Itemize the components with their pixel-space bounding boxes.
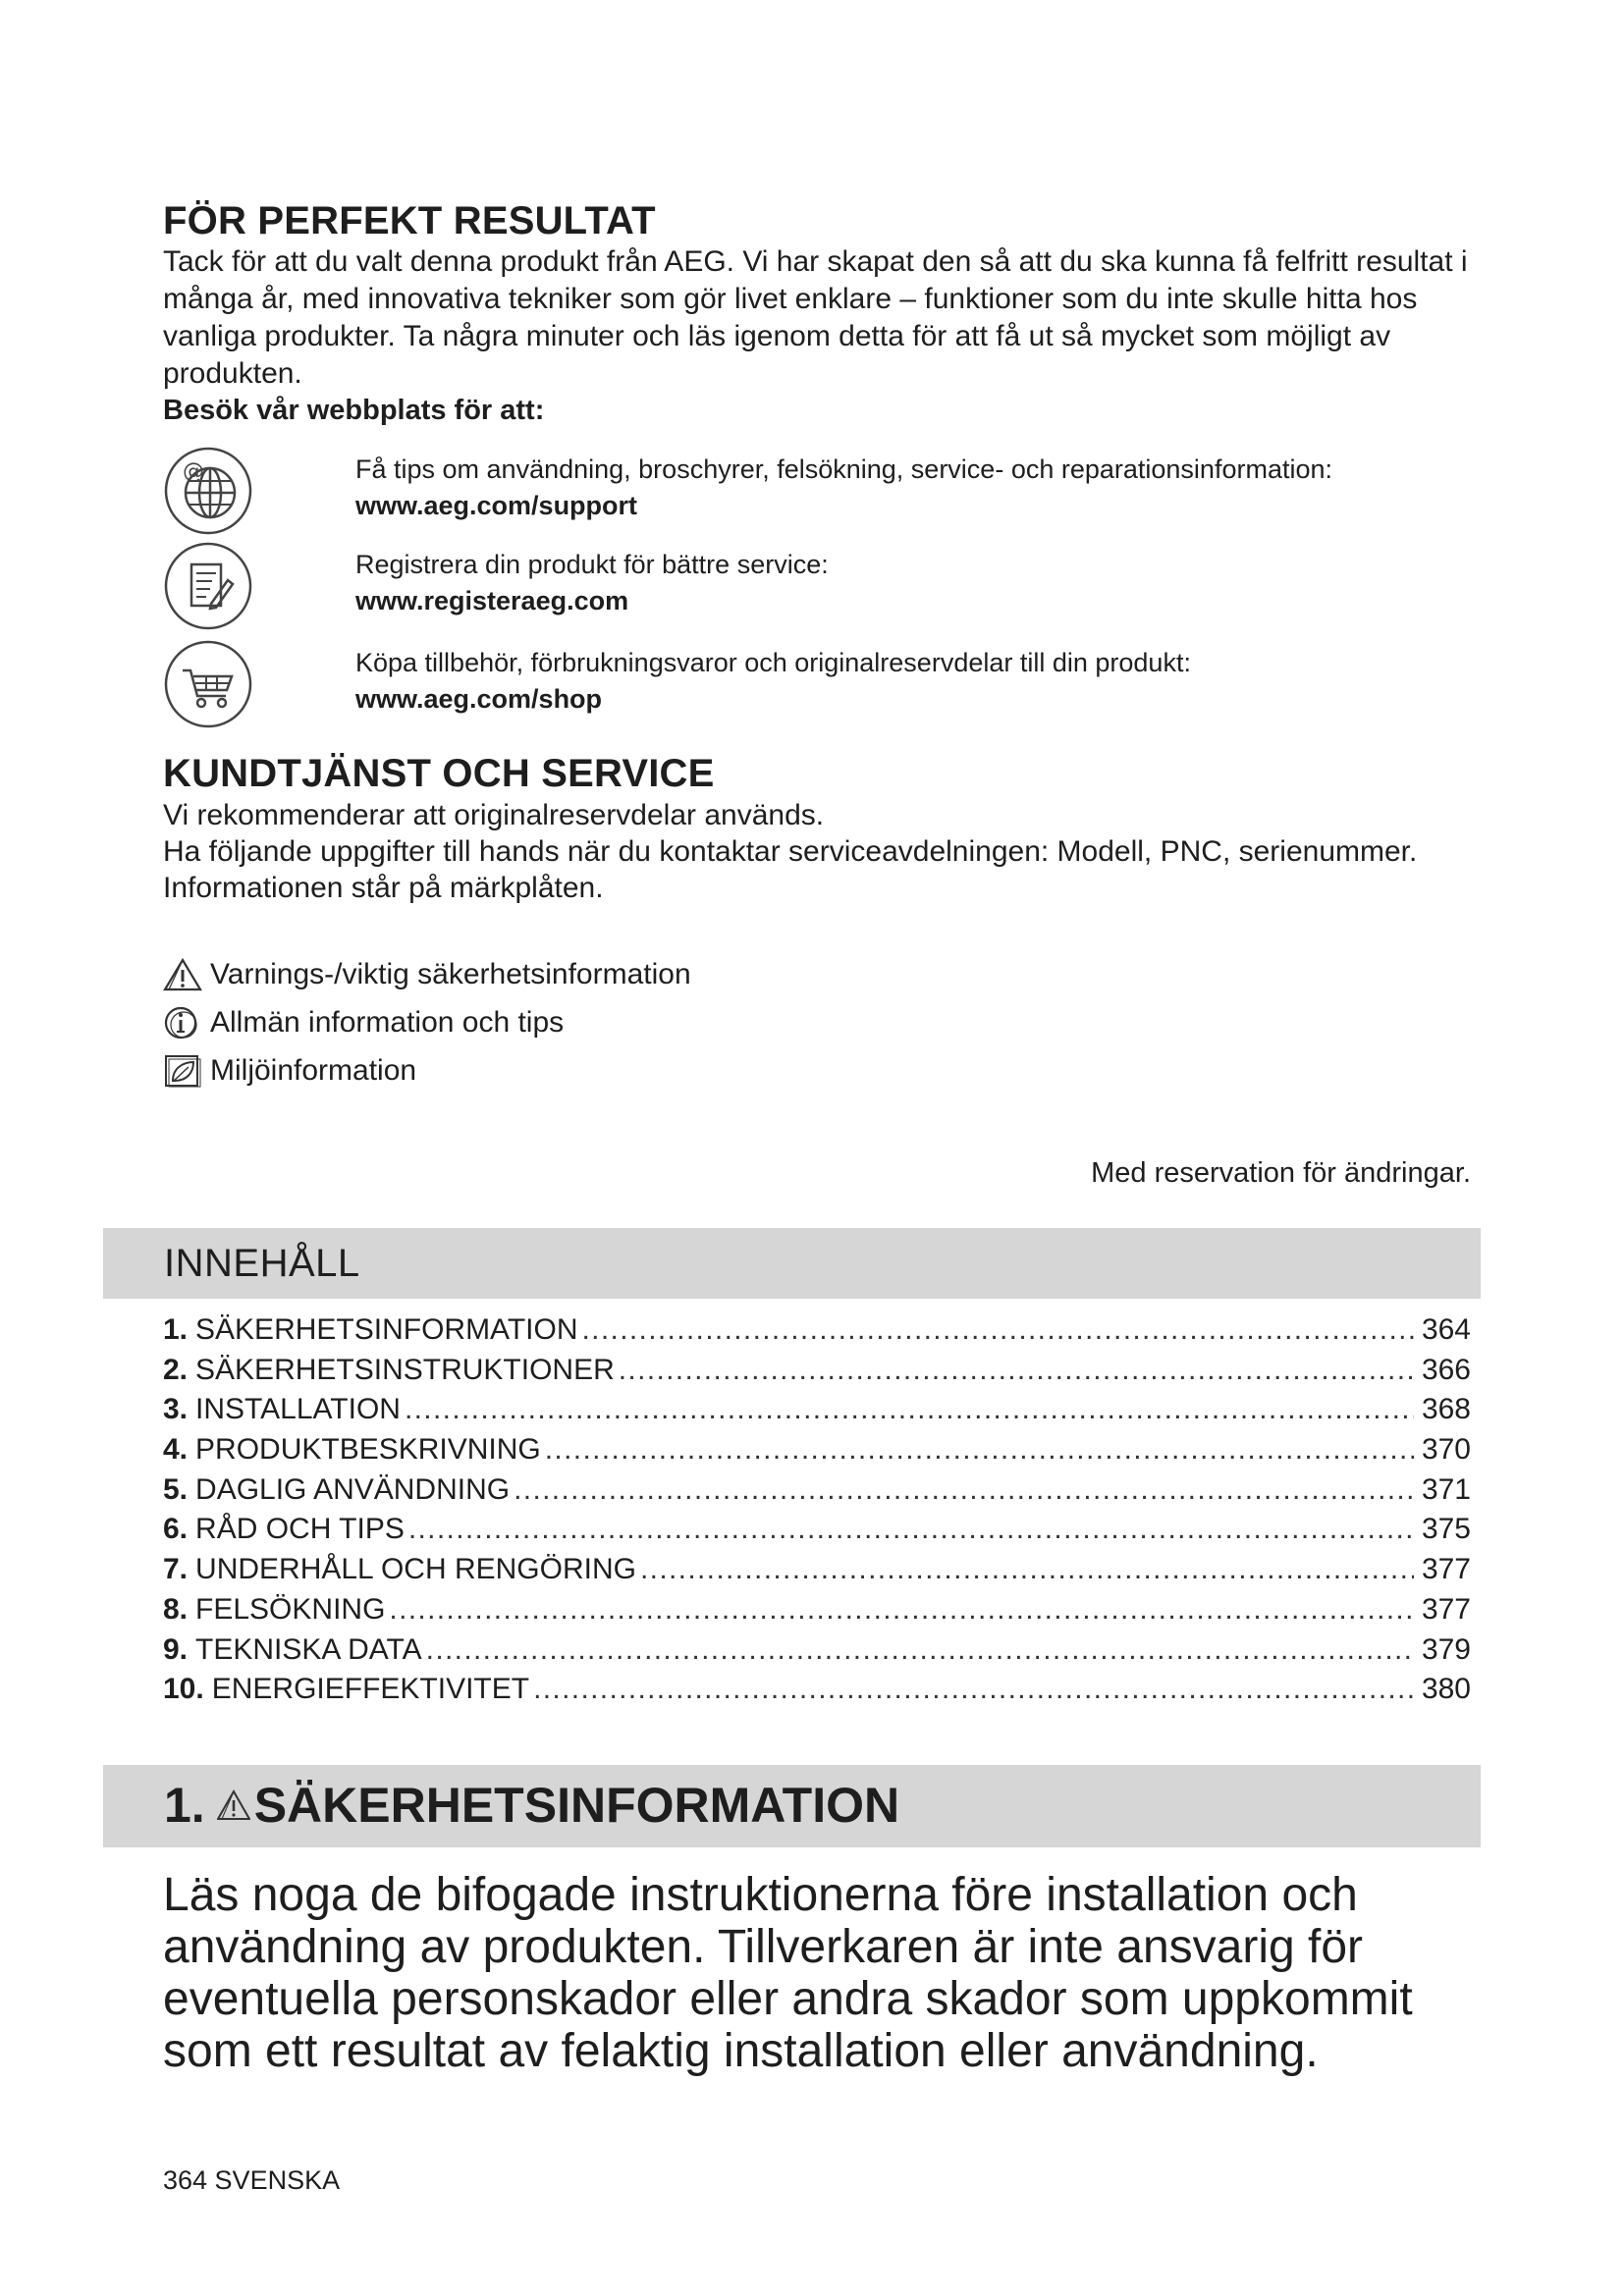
toc-label: INSTALLATION xyxy=(195,1393,401,1426)
globe-at-icon xyxy=(163,446,253,536)
toc-label: PRODUKTBESKRIVNING xyxy=(195,1433,541,1467)
web-item-text: Köpa tillbehör, förbrukningsvaror och originalreservdelar till din produkt: xyxy=(355,648,1191,677)
register-link[interactable]: www.registeraeg.com xyxy=(355,586,629,615)
service-line-3: Informationen står på märkplåten. xyxy=(163,872,604,904)
toc-page: 366 xyxy=(1421,1353,1471,1386)
page-footer: 364 SVENSKA xyxy=(163,2165,341,2195)
support-link[interactable]: www.aeg.com/support xyxy=(355,491,638,520)
table-of-contents xyxy=(163,1313,1471,1713)
info-icon xyxy=(163,1005,202,1041)
warning-triangle-icon xyxy=(217,1789,250,1821)
legend-label: Miljöinformation xyxy=(210,1054,417,1087)
toc-row[interactable] xyxy=(163,1513,1471,1553)
toc-label: UNDERHÅLL OCH RENGÖRING xyxy=(195,1553,636,1586)
shop-link[interactable]: www.aeg.com/shop xyxy=(355,684,603,714)
svg-text:@: @ xyxy=(183,459,204,484)
safety-section-title xyxy=(164,1777,899,1834)
toc-number: 4. xyxy=(163,1433,189,1467)
toc-number: 10. xyxy=(163,1673,204,1706)
toc-number: 7. xyxy=(163,1553,189,1586)
toc-label: TEKNISKA DATA xyxy=(195,1632,422,1666)
toc-page: 364 xyxy=(1421,1313,1471,1346)
intro-paragraph: Tack för att du valt denna produkt från AEG. Vi har skapat den så att du ska kunna få felfritt resultat i många år, med innovativa tekniker som gör livet enklare – funktioner som du inte skulle hitta hos vanliga produkter. Ta några minuter och läs igenom detta för att få ut så mycket som möjligt av produkten. xyxy=(163,245,1468,390)
toc-label: FELSÖKNING xyxy=(195,1592,386,1626)
service-line-2: Ha följande uppgifter till hands när du kontaktar serviceavdelningen: Modell, PNC, serienummer. xyxy=(163,835,1418,868)
customer-service-heading: KUNDTJÄNST OCH SERVICE xyxy=(163,752,715,795)
toc-number: 9. xyxy=(163,1632,189,1666)
toc-page: 368 xyxy=(1421,1393,1471,1426)
toc-label: RÅD OCH TIPS xyxy=(195,1513,405,1546)
toc-number: 3. xyxy=(163,1393,189,1426)
toc-page: 377 xyxy=(1421,1553,1471,1586)
toc-leader xyxy=(408,1513,1414,1546)
customer-service-text xyxy=(163,797,1469,906)
toc-row[interactable] xyxy=(163,1593,1471,1633)
web-item-support xyxy=(163,446,1479,540)
toc-page: 375 xyxy=(1421,1513,1471,1546)
toc-leader xyxy=(533,1673,1414,1706)
service-line-1: Vi rekommenderar att originalreservdelar används. xyxy=(163,799,825,831)
contents-title: INNEHÅLL xyxy=(164,1242,360,1285)
shopping-cart-icon xyxy=(163,639,253,729)
toc-label: SÄKERHETSINSTRUKTIONER xyxy=(195,1353,615,1386)
toc-label: SÄKERHETSINFORMATION xyxy=(195,1313,578,1346)
visit-website-heading: Besök vår webbplats för att: xyxy=(163,395,545,426)
section-title-text: SÄKERHETSINFORMATION xyxy=(253,1778,900,1833)
toc-leader xyxy=(426,1633,1414,1667)
toc-label: DAGLIG ANVÄNDNING xyxy=(195,1472,511,1506)
safety-warning-paragraph: Läs noga de bifogade instruktionerna före installation och användning av produkten. Tillverkaren är inte ansvarig för eventuella personskador eller andra skador som uppkommit som ett resultat av felaktig installation eller användning. xyxy=(163,1869,1413,2077)
toc-number: 6. xyxy=(163,1513,189,1546)
perfect-result-heading: FÖR PERFEKT RESULTAT xyxy=(163,199,656,242)
toc-row[interactable] xyxy=(163,1553,1471,1593)
toc-leader xyxy=(619,1354,1414,1387)
reservation-note: Med reservation för ändringar. xyxy=(1091,1157,1471,1189)
register-form-icon xyxy=(163,541,253,631)
toc-leader xyxy=(514,1473,1414,1507)
toc-leader xyxy=(582,1313,1414,1347)
legend-label: Varnings-/viktig säkerhetsinformation xyxy=(210,958,691,990)
section-number: 1. xyxy=(164,1778,205,1833)
web-item-register xyxy=(163,541,1479,635)
toc-leader xyxy=(545,1433,1414,1467)
toc-row[interactable] xyxy=(163,1673,1471,1713)
toc-page: 379 xyxy=(1421,1632,1471,1666)
toc-row[interactable] xyxy=(163,1354,1471,1394)
toc-number: 8. xyxy=(163,1592,189,1626)
toc-page: 377 xyxy=(1421,1592,1471,1626)
toc-row[interactable] xyxy=(163,1433,1471,1473)
toc-row[interactable] xyxy=(163,1313,1471,1354)
contents-header-band xyxy=(103,1228,1481,1299)
toc-number: 2. xyxy=(163,1353,189,1386)
toc-page: 371 xyxy=(1421,1472,1471,1506)
warning-triangle-icon xyxy=(163,957,202,992)
leaf-icon xyxy=(163,1053,202,1089)
toc-row[interactable] xyxy=(163,1473,1471,1514)
toc-row[interactable] xyxy=(163,1393,1471,1433)
toc-number: 5. xyxy=(163,1472,189,1506)
web-item-shop xyxy=(163,639,1479,733)
toc-leader xyxy=(389,1593,1414,1627)
toc-leader xyxy=(405,1393,1414,1426)
toc-page: 370 xyxy=(1421,1433,1471,1467)
toc-row[interactable] xyxy=(163,1633,1471,1674)
toc-leader xyxy=(640,1553,1414,1586)
web-item-text: Få tips om användning, broschyrer, felsökning, service- och reparationsinformation: xyxy=(355,454,1332,484)
safety-section-band xyxy=(103,1765,1481,1847)
toc-label: ENERGIEFFEKTIVITET xyxy=(211,1673,530,1706)
legend-label: Allmän information och tips xyxy=(210,1006,565,1039)
web-item-text: Registrera din produkt för bättre service: xyxy=(355,550,829,579)
toc-number: 1. xyxy=(163,1313,189,1346)
toc-page: 380 xyxy=(1421,1673,1471,1706)
